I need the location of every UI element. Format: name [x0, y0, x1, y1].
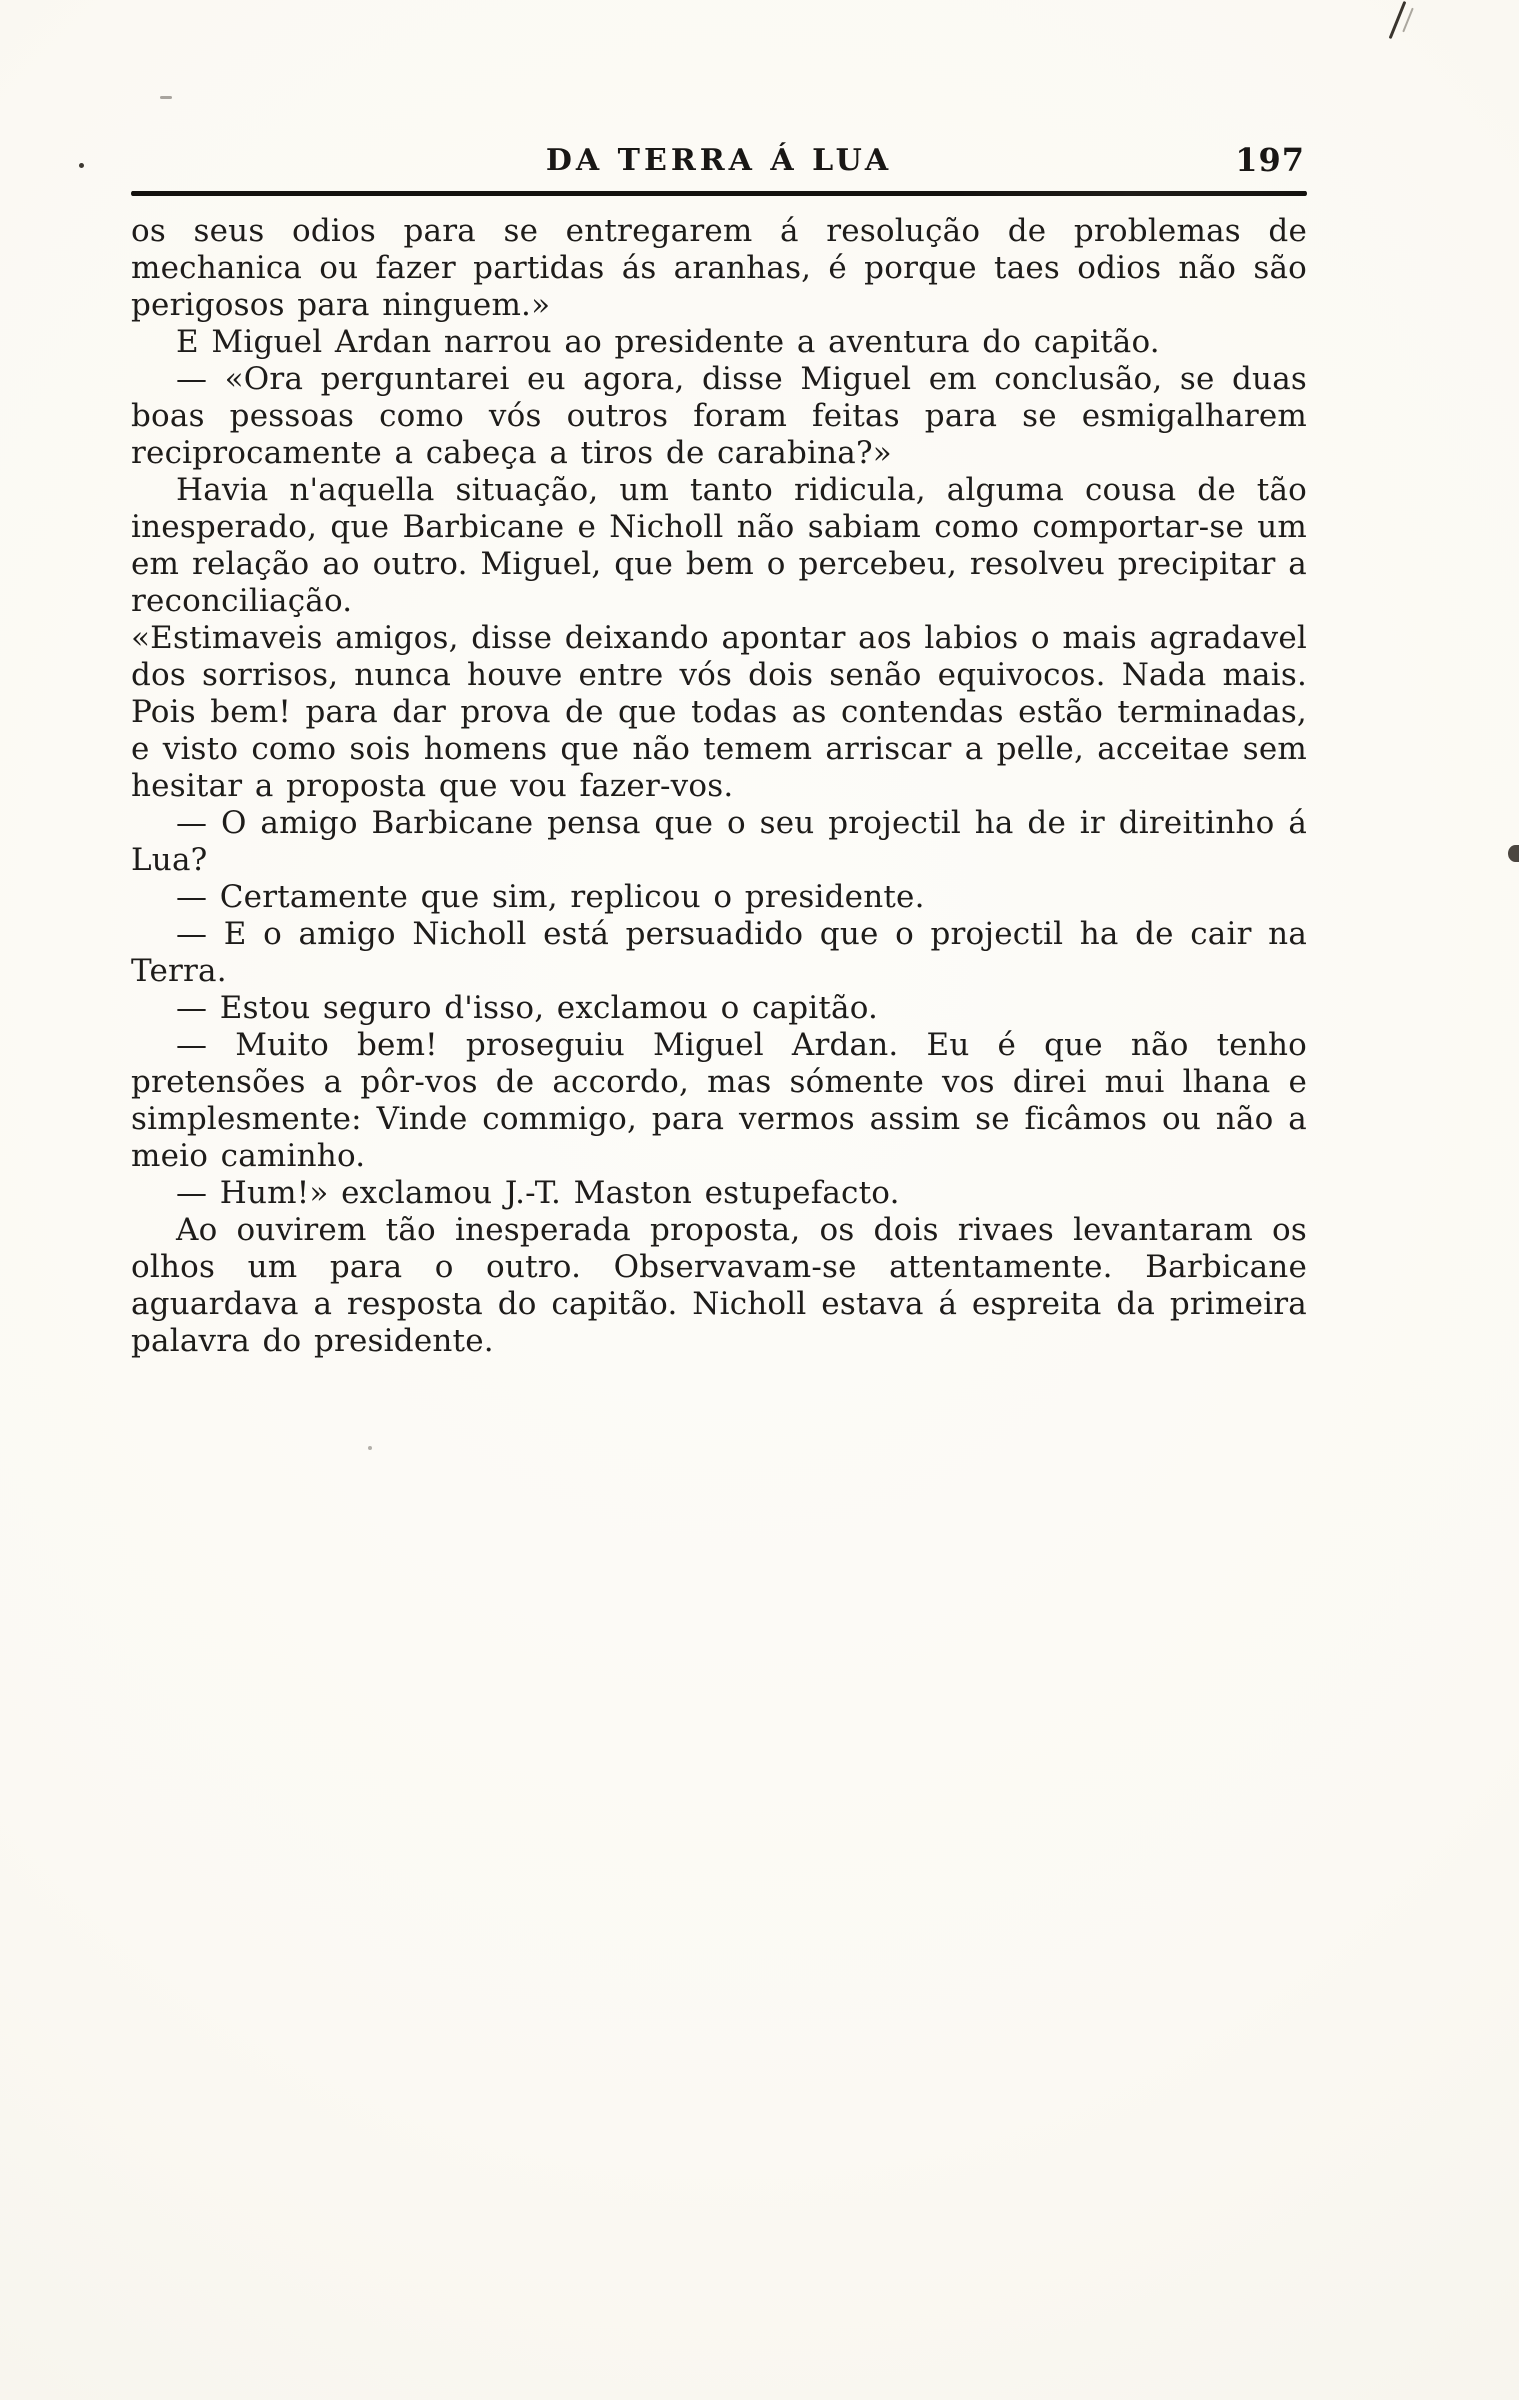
scan-stroke	[1402, 8, 1414, 33]
paragraph: — Certamente que sim, replicou o presidente.	[176, 879, 925, 915]
paragraph: «Estimaveis amigos, disse deixando apontar aos labios o mais agradavel dos sorrisos, nunca houve entre vós dois senão equivocos. Nada mais. Pois bem! para dar prova de que todas as contendas estão terminadas, e visto como sois homens que não temem arriscar a pelle, acceitae sem hesitar a proposta que vou fazer-vos.	[131, 620, 1307, 804]
paragraph: — Muito bem! proseguiu Miguel Ardan. Eu é que não tenho pretensões a pôr-vos de accordo, mas sómente vos direi mui lhana e simplesmente: Vinde commigo, para vermos assim se ficâmos ou não a meio caminho.	[131, 1027, 1307, 1174]
paragraph: E Miguel Ardan narrou ao presidente a aventura do capitão.	[176, 324, 1160, 360]
scan-artifact-top-right	[1388, 0, 1422, 46]
scan-artifact-left-dot	[79, 163, 84, 168]
paragraph: — «Ora perguntarei eu agora, disse Miguel em conclusão, se duas boas pessoas como vós outros foram feitas para se esmigalharem reciprocamente a cabeça a tiros de carabina?»	[131, 361, 1307, 471]
paragraph: Ao ouvirem tão inesperada proposta, os dois rivaes levantaram os olhos um para o outro. Observavam-se attentamente. Barbicane aguardava a resposta do capitão. Nicholl estava á espreita da primeira palavra do presidente.	[131, 1212, 1307, 1359]
running-title: DA TERRA Á LUA	[545, 143, 893, 178]
scan-stroke	[1389, 1, 1407, 39]
scan-artifact-bottom-dot	[368, 1446, 372, 1450]
scan-artifact-right-edge	[1508, 845, 1519, 862]
page-header	[131, 143, 1307, 185]
page-body	[131, 213, 1307, 1360]
paragraph: — Hum!» exclamou J.-T. Maston estupefacto.	[176, 1175, 900, 1211]
page-number: 197	[1235, 141, 1305, 179]
paragraph: — E o amigo Nicholl está persuadido que o projectil ha de cair na Terra.	[131, 916, 1307, 989]
header-rule	[131, 191, 1307, 196]
paragraph: os seus odios para se entregarem á resolução de problemas de mechanica ou fazer partidas ás aranhas, é porque taes odios não são perigosos para ninguem.»	[131, 213, 1307, 323]
paragraph: — O amigo Barbicane pensa que o seu projectil ha de ir direitinho á Lua?	[131, 805, 1307, 878]
page-content	[131, 143, 1307, 1360]
paragraph: Havia n'aquella situação, um tanto ridicula, alguma cousa de tão inesperado, que Barbicane e Nicholl não sabiam como comportar-se um em relação ao outro. Miguel, que bem o percebeu, resolveu precipitar a reconciliação.	[131, 472, 1307, 619]
paragraph: — Estou seguro d'isso, exclamou o capitão.	[176, 990, 879, 1026]
scan-artifact-left-dash	[160, 96, 172, 99]
